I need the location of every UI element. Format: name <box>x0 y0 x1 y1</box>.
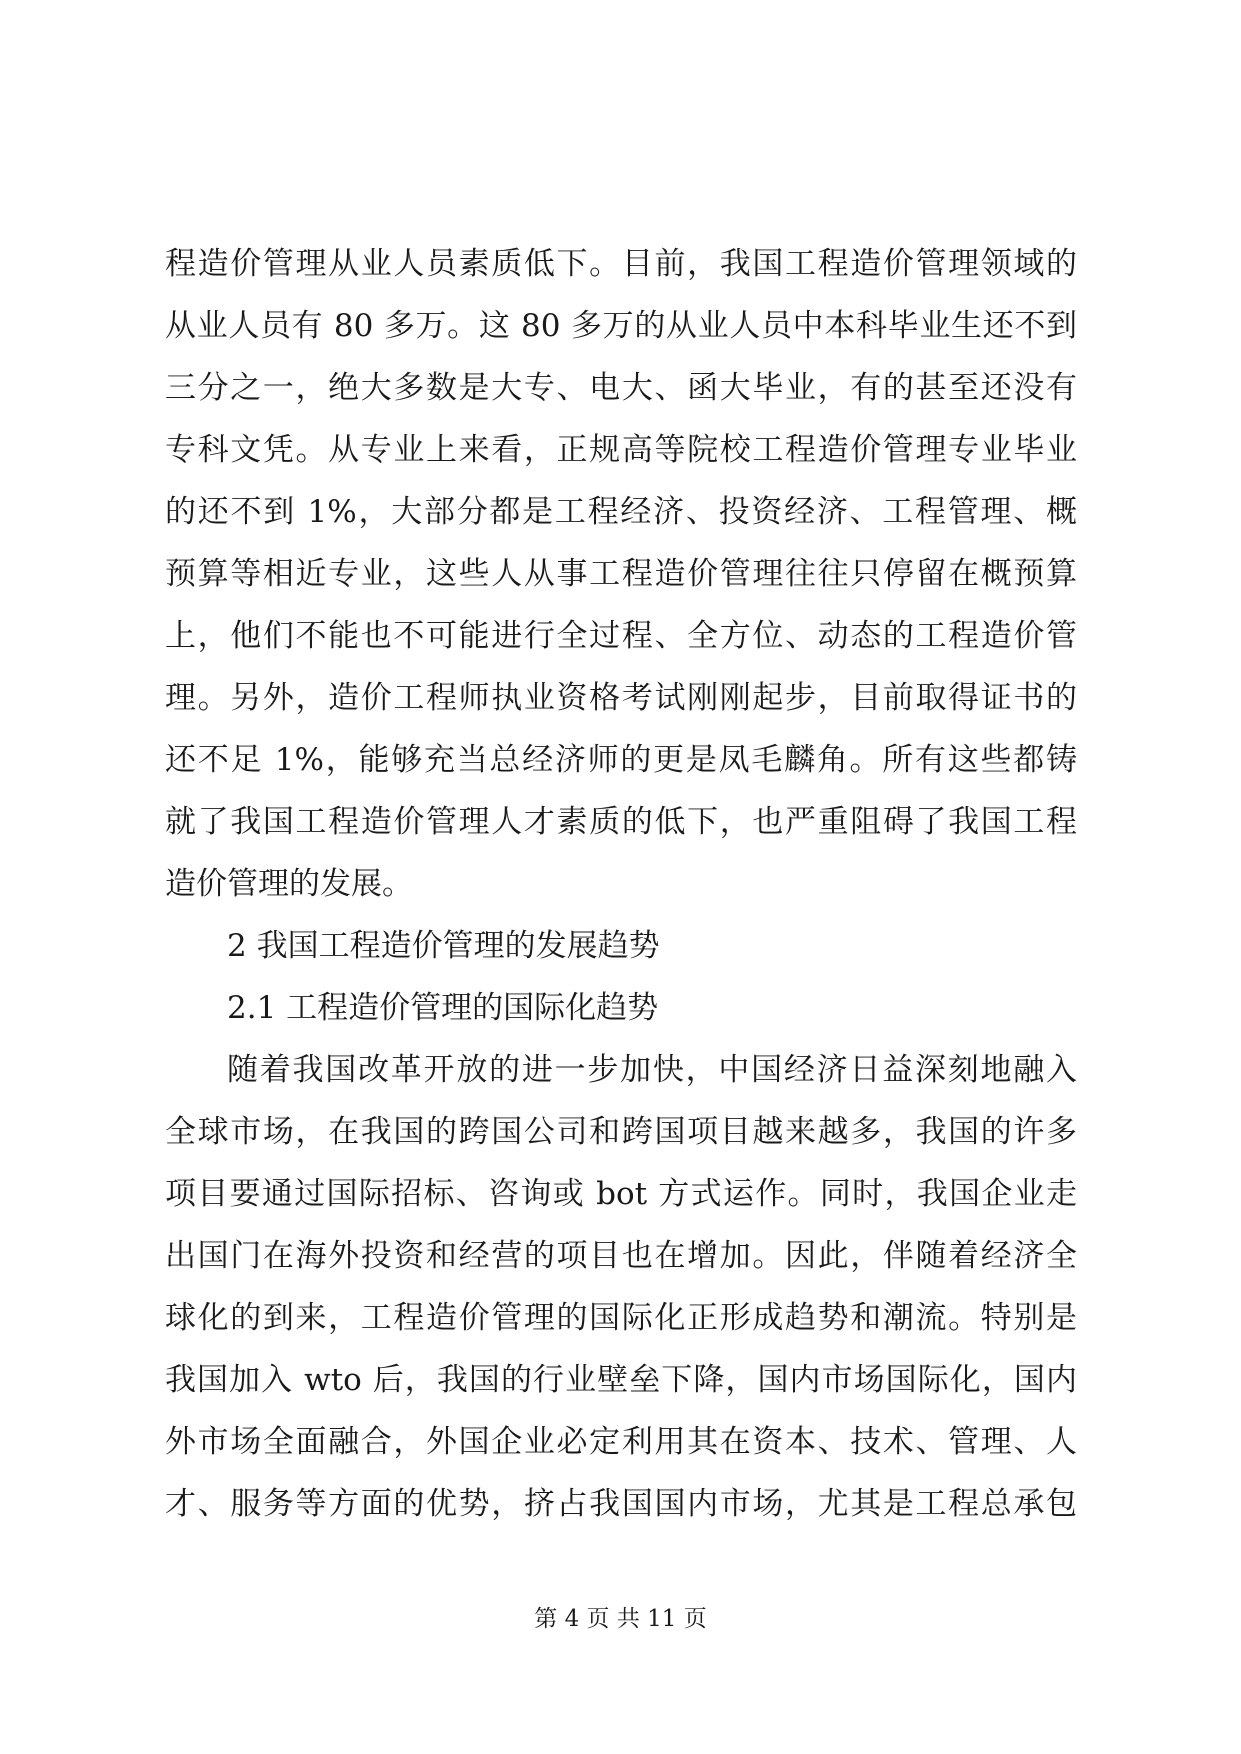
paragraph-1-line-2: 从业人员有 80 多万。这 80 多万的从业人员中本科毕业生还不到 <box>165 308 1077 344</box>
paragraph-2-line-8: 才、服务等方面的优势，挤占我国国内市场，尤其是工程总承包 <box>165 1486 1077 1522</box>
paragraph-1-line-8: 理。另外，造价工程师执业资格考试刚刚起步，目前取得证书的 <box>165 680 1077 716</box>
paragraph-2-line-3: 项目要通过国际招标、咨询或 bot 方式运作。同时，我国企业走 <box>165 1176 1077 1212</box>
paragraph-1-line-6: 预算等相近专业，这些人从事工程造价管理往往只停留在概预算 <box>165 556 1077 592</box>
document-body <box>165 233 1077 1535</box>
paragraph-1-line-10: 就了我国工程造价管理人才素质的低下，也严重阻碍了我国工程 <box>165 804 1077 840</box>
section-heading-2-1: 2.1 工程造价管理的国际化趋势 <box>227 990 659 1026</box>
paragraph-2-line-1: 随着我国改革开放的进一步加快，中国经济日益深刻地融入 <box>227 1052 1077 1088</box>
paragraph-2-line-6: 我国加入 wto 后，我国的行业壁垒下降，国内市场国际化，国内 <box>165 1362 1077 1398</box>
paragraph-1-line-4: 专科文凭。从专业上来看，正规高等院校工程造价管理专业毕业 <box>165 432 1077 468</box>
section-heading-2: 2 我国工程造价管理的发展趋势 <box>227 928 660 964</box>
paragraph-1-line-1: 程造价管理从业人员素质低下。目前，我国工程造价管理领域的 <box>165 246 1077 282</box>
paragraph-2-line-7: 外市场全面融合，外国企业必定利用其在资本、技术、管理、人 <box>165 1424 1077 1460</box>
paragraph-2-line-5: 球化的到来，工程造价管理的国际化正形成趋势和潮流。特别是 <box>165 1300 1077 1336</box>
paragraph-2-line-2: 全球市场，在我国的跨国公司和跨国项目越来越多，我国的许多 <box>165 1114 1077 1150</box>
paragraph-1-line-9: 还不足 1%，能够充当总经济师的更是凤毛麟角。所有这些都铸 <box>165 742 1077 778</box>
paragraph-1-line-7: 上，他们不能也不可能进行全过程、全方位、动态的工程造价管 <box>165 618 1077 654</box>
paragraph-1-line-3: 三分之一，绝大多数是大专、电大、函大毕业，有的甚至还没有 <box>165 370 1077 406</box>
page-number-footer: 第 4 页 共 11 页 <box>534 1606 707 1632</box>
paragraph-1-line-5: 的还不到 1%，大部分都是工程经济、投资经济、工程管理、概 <box>165 494 1077 530</box>
paragraph-2-line-4: 出国门在海外投资和经营的项目也在增加。因此，伴随着经济全 <box>165 1238 1077 1274</box>
paragraph-1-line-11: 造价管理的发展。 <box>165 866 413 902</box>
